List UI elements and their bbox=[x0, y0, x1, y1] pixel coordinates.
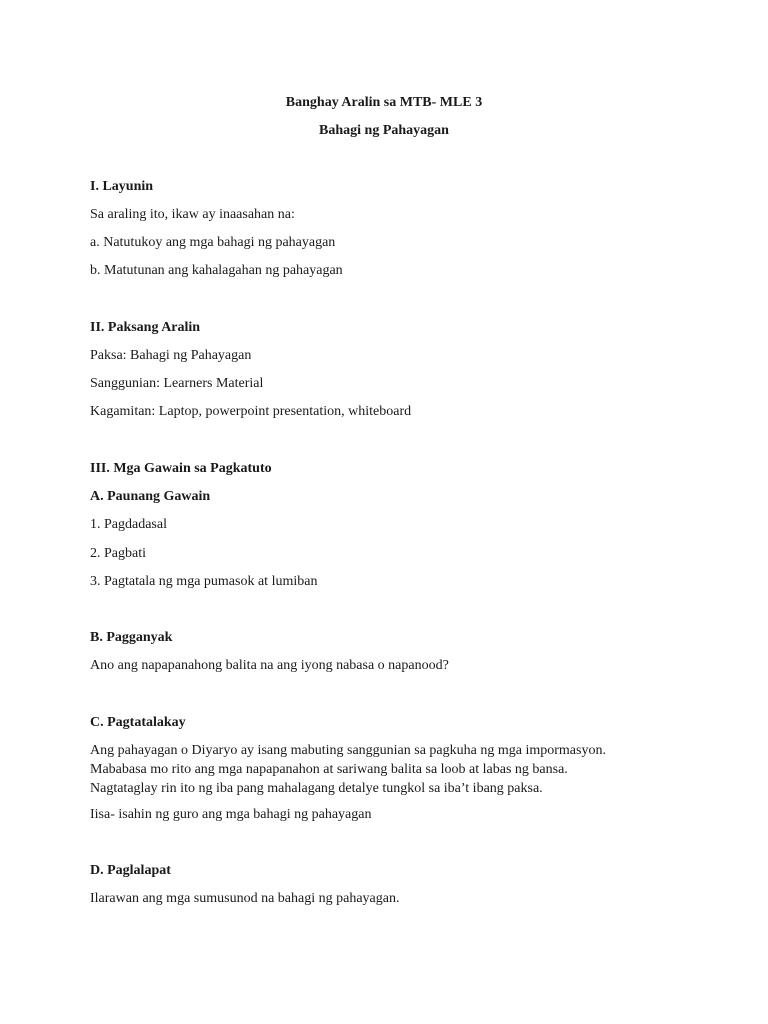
paunang-item-3: 3. Pagtatala ng mga pumasok at lumiban bbox=[90, 574, 318, 589]
pagtatalakay-paragraph bbox=[90, 741, 690, 798]
section-heading-paksang-aralin: II. Paksang Aralin bbox=[90, 320, 201, 335]
paunang-item-2: 2. Pagbati bbox=[90, 546, 146, 561]
section-heading-layunin: I. Layunin bbox=[90, 179, 154, 194]
subheading-paglalapat: D. Paglalapat bbox=[90, 863, 171, 878]
pagtatalakay-text: Iisa- isahin ng guro ang mga bahagi ng pahayagan bbox=[90, 807, 372, 822]
pagtatalakay-line-3: Nagtataglay rin ito ng iba pang mahalagang detalye tungkol sa iba’t ibang paksa. bbox=[90, 781, 543, 796]
sanggunian-line: Sanggunian: Learners Material bbox=[90, 376, 264, 391]
section-heading-mga-gawain: III. Mga Gawain sa Pagkatuto bbox=[90, 461, 272, 476]
layunin-item-a: a. Natutukoy ang mga bahagi ng pahayagan bbox=[90, 235, 336, 250]
subheading-paunang-gawain: A. Paunang Gawain bbox=[90, 489, 211, 504]
document-subtitle: Bahagi ng Pahayagan bbox=[319, 123, 449, 138]
paunang-item-1: 1. Pagdadasal bbox=[90, 517, 167, 532]
layunin-item-b: b. Matutunan ang kahalagahan ng pahayagan bbox=[90, 263, 343, 278]
kagamitan-line: Kagamitan: Laptop, powerpoint presentation, whiteboard bbox=[90, 404, 412, 419]
paksa-line: Paksa: Bahagi ng Pahayagan bbox=[90, 348, 252, 363]
pagganyak-text: Ano ang napapanahong balita na ang iyong nabasa o napanood? bbox=[90, 658, 449, 673]
pagtatalakay-line-1: Ang pahayagan o Diyaryo ay isang mabuting sanggunian sa pagkuha ng mga impormasyon. bbox=[90, 743, 606, 758]
pagtatalakay-line-2: Mababasa mo rito ang mga napapanahon at sariwang balita sa loob at labas ng bansa. bbox=[90, 762, 568, 777]
paglalapat-text: Ilarawan ang mga sumusunod na bahagi ng pahayagan. bbox=[90, 891, 400, 906]
layunin-intro: Sa araling ito, ikaw ay inaasahan na: bbox=[90, 207, 295, 222]
subheading-pagganyak: B. Pagganyak bbox=[90, 630, 173, 645]
document-title: Banghay Aralin sa MTB- MLE 3 bbox=[285, 95, 483, 110]
subheading-pagtatalakay: C. Pagtatalakay bbox=[90, 715, 186, 730]
